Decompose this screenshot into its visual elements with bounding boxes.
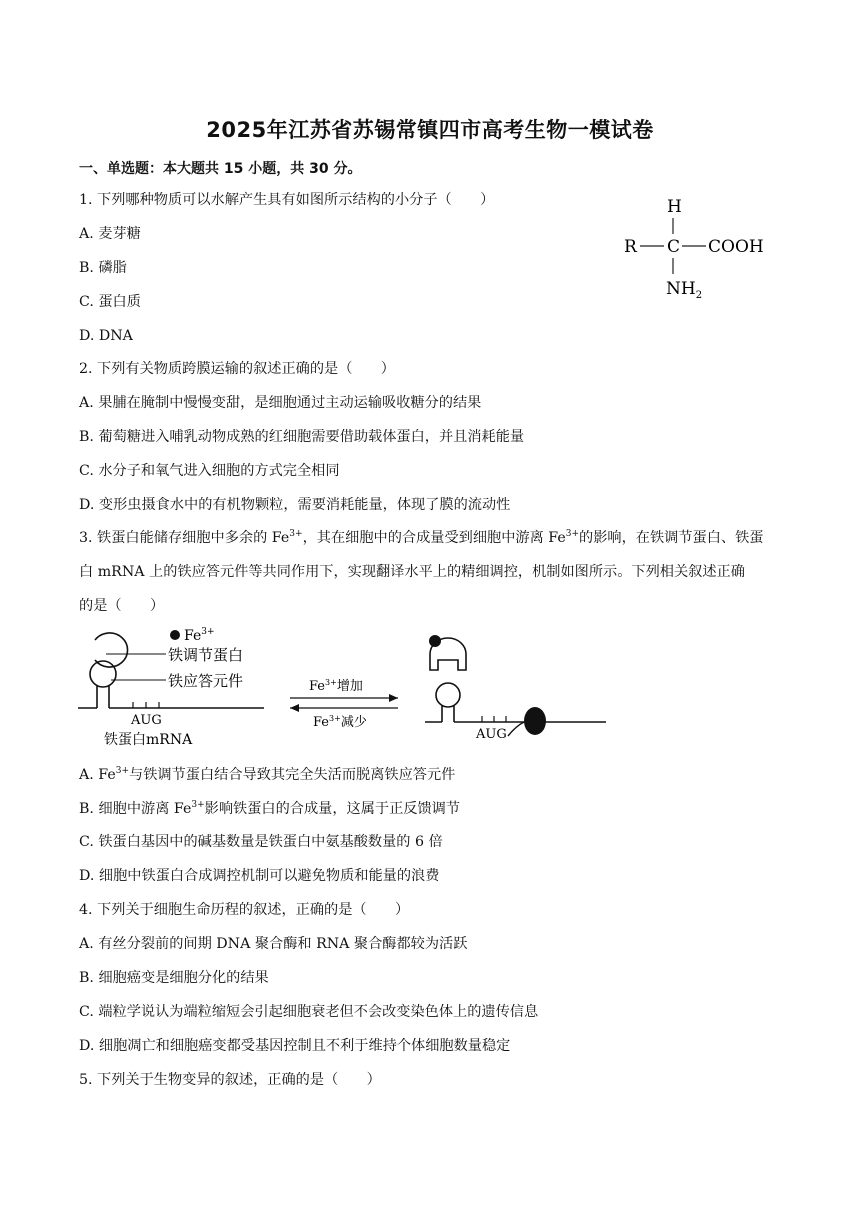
ribosome <box>524 707 546 735</box>
question-3-stem-line-3: 的是（ ） <box>79 598 165 614</box>
aug-label-right: AUG <box>476 727 507 742</box>
label-iron-responsive-element: 铁应答元件 <box>168 672 244 690</box>
question-2-option-a[interactable]: A. 果脯在腌制中慢慢变甜，是细胞通过主动运输吸收糖分的结果 <box>79 395 482 411</box>
arrow-forward-head <box>389 694 398 702</box>
question-4-option-c[interactable]: C. 端粒学说认为端粒缩短会引起细胞衰老但不会改变染色体上的遗传信息 <box>79 1004 539 1020</box>
question-1-option-c[interactable]: C. 蛋白质 <box>79 294 141 310</box>
aug-label-left: AUG <box>131 713 162 728</box>
ferritin-regulation-diagram <box>76 618 636 754</box>
question-1-option-d[interactable]: D. DNA <box>79 328 133 344</box>
question-2-stem: 2. 下列有关物质跨膜运输的叙述正确的是（ ） <box>79 361 395 377</box>
amino-acid-structure-figure <box>618 188 798 308</box>
section-heading: 一、单选题：本大题共 15 小题，共 30 分。 <box>79 161 362 177</box>
atom-c: C <box>667 237 681 257</box>
question-3-option-b[interactable]: B. 细胞中游离 $Fe^{3+}$影响铁蛋白的合成量，这属于正反馈调节 <box>79 800 461 817</box>
question-2-option-b[interactable]: B. 葡萄糖进入哺乳动物成熟的红细胞需要借助载体蛋白，并且消耗能量 <box>79 429 525 445</box>
question-3-stem-line-2: 白 mRNA 上的铁应答元件等共同作用下，实现翻译水平上的精细调控，机制如图所示。下列相关叙述正确 <box>79 564 745 580</box>
page-title: 2025年江苏省苏锡常镇四市高考生物一模试卷 <box>206 118 654 142</box>
question-1-option-a[interactable]: A. 麦芽糖 <box>79 226 141 242</box>
question-1-stem: 1. 下列哪种物质可以水解产生具有如图所示结构的小分子（ ） <box>79 192 495 208</box>
question-1-option-b[interactable]: B. 磷脂 <box>79 260 127 276</box>
arrow-backward-head <box>290 704 299 712</box>
question-4-option-b[interactable]: B. 细胞癌变是细胞分化的结果 <box>79 970 269 986</box>
question-4-stem: 4. 下列关于细胞生命历程的叙述，正确的是（ ） <box>79 902 410 918</box>
arrow-label-increase: $Fe^{3+}$增加 <box>309 678 363 694</box>
group-cooh: COOH <box>708 237 764 257</box>
fe-legend-label: $Fe^{3+}$ <box>184 627 215 644</box>
bound-fe-ion <box>429 635 441 647</box>
group-r: R <box>624 237 637 257</box>
question-4-option-d[interactable]: D. 细胞凋亡和细胞癌变都受基因控制且不利于维持个体细胞数量稳定 <box>79 1038 511 1054</box>
question-2-option-d[interactable]: D. 变形虫摄食水中的有机物颗粒，需要消耗能量，体现了膜的流动性 <box>79 497 511 513</box>
question-5-stem: 5. 下列关于生物变异的叙述，正确的是（ ） <box>79 1072 381 1088</box>
question-4-option-a[interactable]: A. 有丝分裂前的间期 DNA 聚合酶和 RNA 聚合酶都较为活跃 <box>79 936 468 952</box>
group-nh2: $NH_2$ <box>666 279 703 301</box>
fe-ion-dot <box>170 630 180 640</box>
question-2-option-c[interactable]: C. 水分子和氧气进入细胞的方式完全相同 <box>79 463 340 479</box>
question-3-option-a[interactable]: A. $Fe^{3+}$与铁调节蛋白结合导致其完全失活而脱离铁应答元件 <box>79 766 456 783</box>
mrna-label: 铁蛋白mRNA <box>104 732 193 748</box>
atom-h: H <box>667 197 682 217</box>
stem-loop-right <box>436 683 460 707</box>
arrow-label-decrease: $Fe^{3+}$减少 <box>313 714 367 730</box>
label-iron-regulatory-protein: 铁调节蛋白 <box>168 646 244 664</box>
question-3-option-d[interactable]: D. 细胞中铁蛋白合成调控机制可以避免物质和能量的浪费 <box>79 868 440 884</box>
nascent-peptide <box>508 722 524 736</box>
question-3-option-c[interactable]: C. 铁蛋白基因中的碱基数量是铁蛋白中氨基酸数量的 6 倍 <box>79 834 443 850</box>
question-3-stem-line-1: 3. 铁蛋白能储存细胞中多余的 $Fe^{3+}$，其在细胞中的合成量受到细胞中游离 $Fe^{3+}$的影响，在铁调节蛋白、铁蛋 <box>79 529 764 546</box>
